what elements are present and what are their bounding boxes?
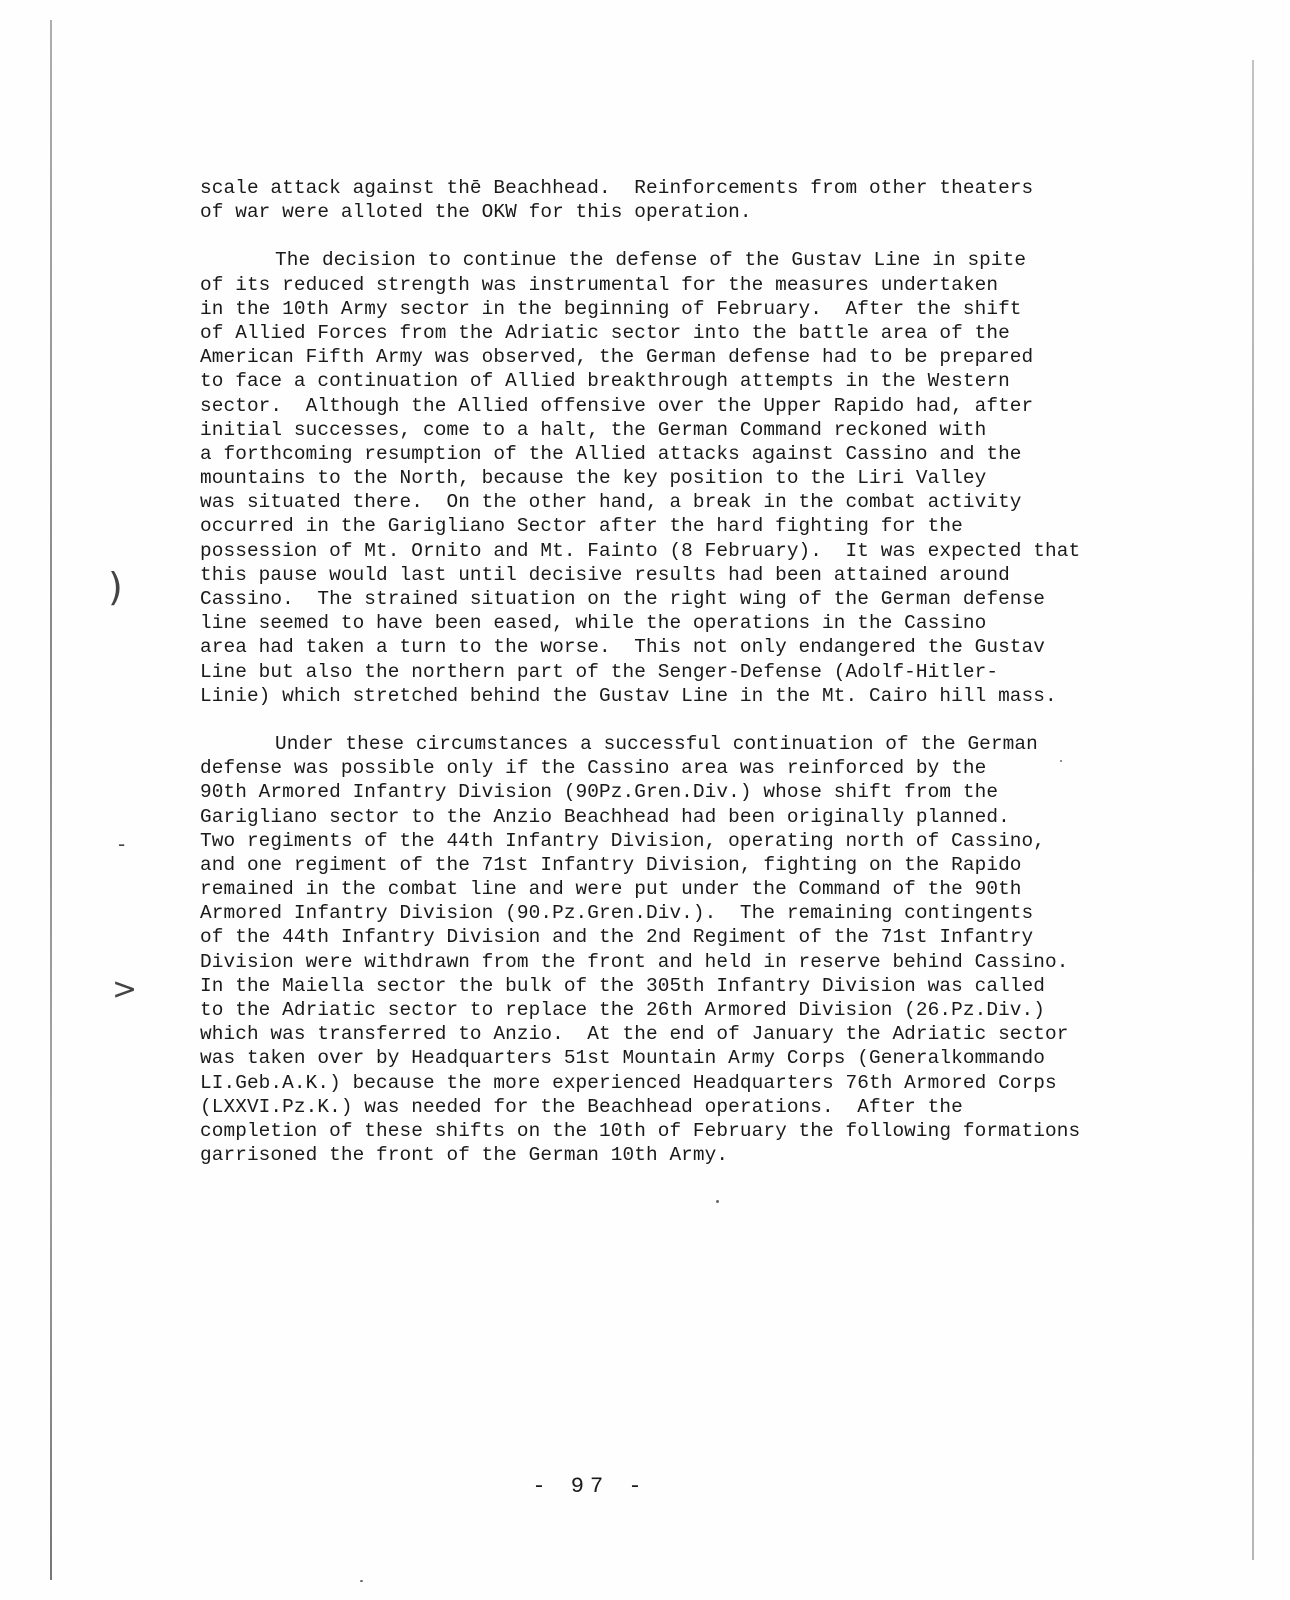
speck — [716, 1200, 719, 1203]
text-line: Two regiments of the 44th Infantry Division, operating north of Cassino, — [200, 829, 1046, 852]
text-line: mountains to the North, because the key position to the Liri Valley — [200, 467, 987, 490]
margin-punch-mark: ) — [108, 565, 123, 609]
text-line: Garigliano sector to the Anzio Beachhead had been originally planned. — [200, 805, 1010, 828]
speck — [360, 1580, 363, 1582]
text-line: American Fifth Army was observed, the German defense had to be prepared — [200, 346, 1034, 369]
text-line: in the 10th Army sector in the beginning of February. After the shift — [200, 297, 1022, 320]
text-line: a forthcoming resumption of the Allied attacks against Cassino and the — [200, 442, 1022, 465]
text-line: Armored Infantry Division (90.Pz.Gren.Div.). The remaining contingents — [200, 902, 1034, 925]
margin-dash-mark: - — [118, 832, 126, 856]
text-line: Linie) which stretched behind the Gustav Line in the Mt. Cairo hill mass. — [200, 684, 1057, 707]
text-line: area had taken a turn to the worse. This not only endangered the Gustav — [200, 636, 1046, 659]
margin-caret-mark: > — [112, 972, 138, 1007]
text-line: The decision to continue the defense of the Gustav Line in spite — [275, 249, 1027, 272]
text-line: remained in the combat line and were put under the Command of the 90th — [200, 878, 1022, 901]
text-line: which was transferred to Anzio. At the end of January the Adriatic sector — [200, 1023, 1069, 1046]
paragraph — [200, 176, 1125, 224]
text-line: of Allied Forces from the Adriatic sector into the battle area of the — [200, 321, 1010, 344]
paragraph — [200, 732, 1125, 1167]
text-line: occurred in the Garigliano Sector after the hard fighting for the — [200, 515, 963, 538]
text-line: to face a continuation of Allied breakthrough attempts in the Western — [200, 370, 1010, 393]
text-line: Division were withdrawn from the front and held in reserve behind Cassino. — [200, 950, 1069, 973]
text-line: was situated there. On the other hand, a break in the combat activity — [200, 491, 1022, 514]
text-line: this pause would last until decisive results had been attained around — [200, 563, 1010, 586]
text-line: LI.Geb.A.K.) because the more experienced Headquarters 76th Armored Corps — [200, 1071, 1057, 1094]
text-line: Under these circumstances a successful continuation of the German — [275, 732, 1038, 755]
text-line: scale attack against thē Beachhead. Reinforcements from other theaters — [200, 177, 1034, 199]
text-line: to the Adriatic sector to replace the 26th Armored Division (26.Pz.Div.) — [200, 999, 1046, 1021]
text-line: possession of Mt. Ornito and Mt. Fainto (8 February). It was expected that — [200, 539, 1081, 562]
text-line: In the Maiella sector the bulk of the 305th Infantry Division was called — [200, 974, 1046, 997]
text-line: sector. Although the Allied offensive over the Upper Rapido had, after — [200, 394, 1034, 417]
text-line: line seemed to have been eased, while the operations in the Cassino — [200, 612, 987, 635]
text-line: Cassino. The strained situation on the right wing of the German defense — [200, 588, 1046, 610]
body-text — [200, 176, 1125, 1191]
text-line: was taken over by Headquarters 51st Mountain Army Corps (Generalkommando — [200, 1047, 1046, 1070]
text-line: of war were alloted the OKW for this operation. — [200, 201, 752, 224]
text-line: of its reduced strength was instrumental for the measures undertaken — [200, 273, 999, 296]
paragraph — [200, 248, 1125, 708]
text-line: (LXXVI.Pz.K.) was needed for the Beachhead operations. After the — [200, 1095, 963, 1118]
text-line: 90th Armored Infantry Division (90Pz.Gren.Div.) whose shift from the — [200, 781, 999, 804]
text-line: Line but also the northern part of the Senger-Defense (Adolf-Hitler- — [200, 660, 999, 683]
page-right-edge-shadow — [1252, 60, 1254, 1560]
text-line: defense was possible only if the Cassino area was reinforced by the — [200, 757, 987, 780]
text-line: initial successes, come to a halt, the German Command reckoned with — [200, 418, 987, 441]
text-line: garrisoned the front of the German 10th Army. — [200, 1144, 729, 1167]
text-line: completion of these shifts on the 10th of February the following formations — [200, 1119, 1081, 1142]
text-line: and one regiment of the 71st Infantry Division, fighting on the Rapido — [200, 853, 1022, 876]
page-number: - 97 - — [532, 1474, 648, 1499]
text-line: of the 44th Infantry Division and the 2nd Regiment of the 71st Infantry — [200, 926, 1034, 949]
page-left-edge-shadow — [50, 20, 52, 1580]
